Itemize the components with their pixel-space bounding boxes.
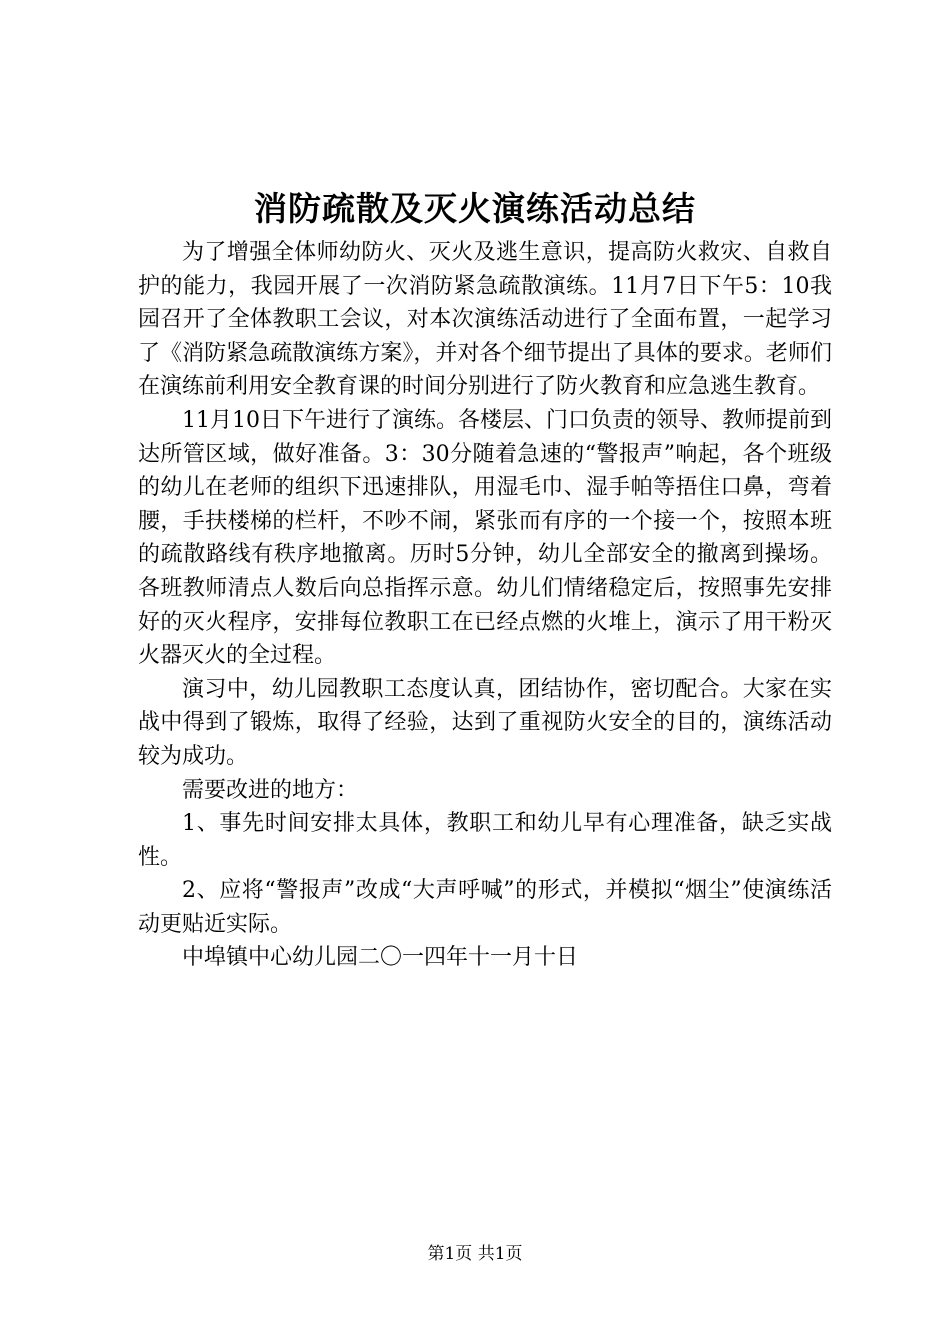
document-title: 消防疏散及灭火演练活动总结: [254, 189, 696, 228]
document-body: [138, 236, 832, 975]
drill-result-paragraph: 演习中，幼儿园教职工态度认真，团结协作，密切配合。大家在实战中得到了锻炼，取得了经验，达到了重视防火安全的目的，演练活动较为成功。: [138, 676, 832, 769]
intro-paragraph: 为了增强全体师幼防火、灭火及逃生意识，提高防火救灾、自救自护的能力，我园开展了一次消防紧急疏散演练。11月7日下午5：10我园召开了全体教职工会议，对本次演练活动进行了全面布置，一起学习了《消防紧急疏散演练方案》，并对各个细节提出了具体的要求。老师们在演练前利用安全教育课的时间分别进行了防火教育和应急逃生教育。: [138, 240, 832, 400]
page-number-footer: 第1页 共1页: [427, 1244, 523, 1264]
improvement-item-2: 2、应将“警报声”改成“大声呼喊”的形式，并模拟“烟尘”使演练活动更贴近实际。: [138, 878, 832, 937]
improvement-item-1: 1、事先时间安排太具体，教职工和幼儿早有心理准备，缺乏实战性。: [138, 811, 832, 870]
signature-line: 中埠镇中心幼儿园二〇一四年十一月十日: [182, 945, 579, 971]
drill-process-paragraph: 11月10日下午进行了演练。各楼层、门口负责的领导、教师提前到达所管区域，做好准备。3：30分随着急速的“警报声”响起，各个班级的幼儿在老师的组织下迅速排队，用湿毛巾、湿手帕等捂住口鼻，弯着腰，手扶楼梯的栏杆，不吵不闹，紧张而有序的一个接一个，按照本班的疏散路线有秩序地撤离。历时5分钟，幼儿全部安全的撤离到操场。各班教师清点人数后向总指挥示意。幼儿们情绪稳定后，按照事先安排好的灭火程序，安排每位教职工在已经点燃的火堆上，演示了用干粉灭火器灭火的全过程。: [138, 407, 832, 669]
improvement-heading: 需要改进的地方：: [182, 777, 359, 803]
